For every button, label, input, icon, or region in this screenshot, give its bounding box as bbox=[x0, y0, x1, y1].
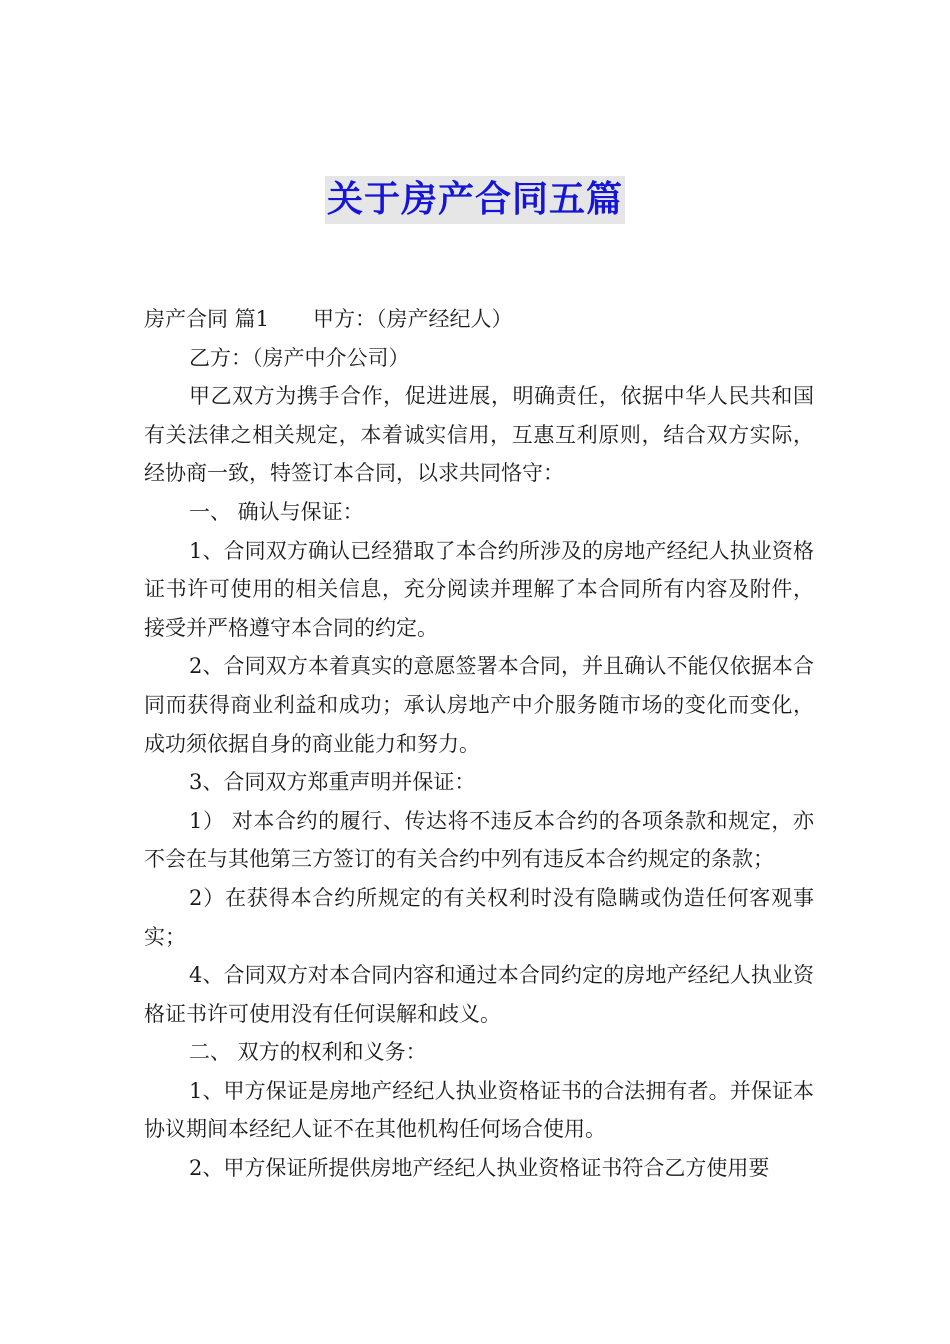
paragraph-clause-1-1: 1、合同双方确认已经猎取了本合约所涉及的房地产经纪人执业资格证书许可使用的相关信息，充分阅读并理解了本合同所有内容及附件，接受并严格遵守本合同的约定。 bbox=[144, 538, 814, 640]
party-a-line: 甲方：（房产经纪人） bbox=[313, 307, 513, 331]
section-heading: 房产合同 篇1 bbox=[144, 307, 270, 331]
section-heading-2: 二、 双方的权利和义务： bbox=[189, 1040, 427, 1065]
paragraph-intro: 甲乙双方为携手合作，促进进展，明确责任，依据中华人民共和国有关法律之相关规定，本着诚实信用，互惠互利原则，结合双方实际，经协商一致，特签订本合同，以求共同恪守： bbox=[144, 384, 814, 486]
paragraph-clause-1-2: 2、合同双方本着真实的意愿签署本合同，并且确认不能仅依据本合同而获得商业利益和成功；承认房地产中介服务随市场的变化而变化，成功须依据自身的商业能力和努力。 bbox=[144, 654, 814, 756]
section-heading-1: 一、 确认与保证： bbox=[189, 499, 364, 524]
paragraph-party-b: 乙方：（房产中介公司） bbox=[189, 345, 410, 370]
paragraph-clause-2-1: 1、甲方保证是房地产经纪人执业资格证书的合法拥有者。并保证本协议期间本经纪人证不在其他机构任何场合使用。 bbox=[144, 1078, 814, 1142]
paragraph-clause-1-3: 3、合同双方郑重声明并保证： bbox=[189, 770, 476, 795]
paragraph-clause-1-4: 4、合同双方对本合同内容和通过本合同约定的房地产经纪人执业资格证书许可使用没有任何误解和歧义。 bbox=[144, 963, 814, 1026]
document-body bbox=[144, 300, 814, 1188]
paragraph-clause-2-2: 2、甲方保证所提供房地产经纪人执业资格证书符合乙方使用要 bbox=[189, 1156, 770, 1181]
title-container bbox=[0, 176, 950, 224]
paragraph-subclause-1: 1） 对本合约的履行、传达将不违反本合约的各项条款和规定，亦不会在与其他第三方签订的有关合约中列有违反本合约规定的条款； bbox=[144, 808, 814, 872]
heading-line bbox=[144, 300, 814, 339]
paragraph-subclause-2: 2）在获得本合约所规定的有关权利时没有隐瞒或伪造任何客观事实； bbox=[144, 885, 814, 949]
document-title: 关于房产合同五篇 bbox=[325, 176, 625, 224]
